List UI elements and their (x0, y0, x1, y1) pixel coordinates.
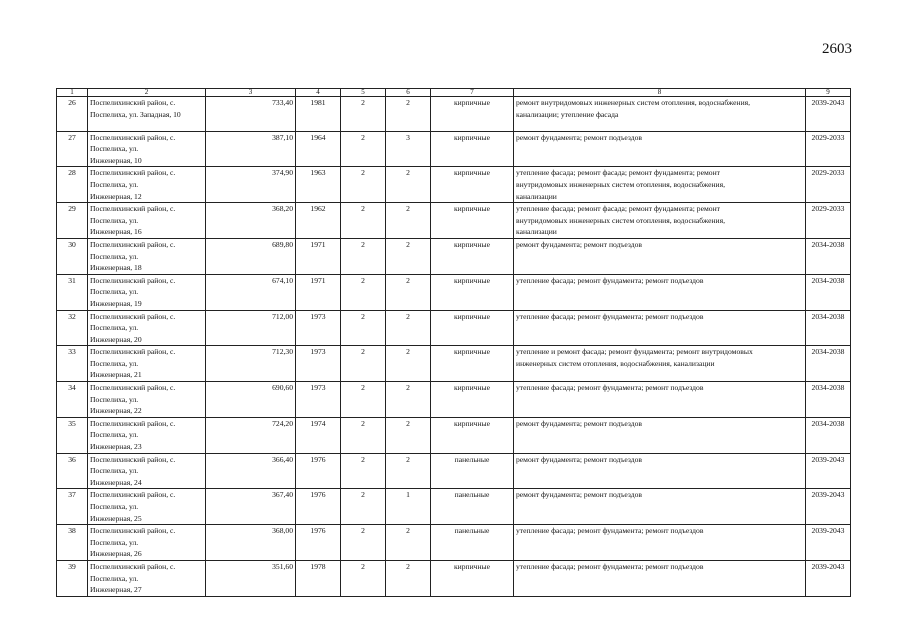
address-line: Инженерная, 18 (90, 263, 142, 273)
row-number-cell: 28 (57, 167, 88, 203)
year-built-cell: 1976 (296, 453, 341, 489)
wall-material-cell: кирпичные (431, 131, 514, 167)
area-cell: 368,20 (206, 203, 296, 239)
repair-period-cell: 2039-2043 (806, 453, 851, 489)
floors-cell: 2 (341, 310, 386, 346)
address-cell (88, 560, 206, 596)
floors-cell: 2 (341, 525, 386, 561)
wall-material-cell: кирпичные (431, 382, 514, 418)
address-line: Поспелихинский район, с. (90, 383, 176, 393)
entrances-cell: 1 (386, 489, 431, 525)
table-row (57, 489, 851, 525)
address-line: Поспелихинский район, с. (90, 418, 176, 428)
address-line: Поспелихинский район, с. (90, 275, 176, 285)
entrances-cell: 2 (386, 238, 431, 274)
address-cell (88, 489, 206, 525)
address-line: Поспелихинский район, с. (90, 239, 176, 249)
table-row (57, 346, 851, 382)
address-line: Поспелиха, ул. (90, 144, 139, 154)
repair-period-cell: 2034-2038 (806, 238, 851, 274)
wall-material-cell: кирпичные (431, 238, 514, 274)
table-row (57, 97, 851, 132)
repair-works-cell (514, 560, 806, 596)
address-cell (88, 167, 206, 203)
row-number-cell: 39 (57, 560, 88, 596)
repair-works-line: внутридомовых инженерных систем отопления, водоснабжения, (516, 215, 725, 225)
column-header: 7 (431, 89, 514, 97)
entrances-cell: 2 (386, 310, 431, 346)
area-cell: 712,30 (206, 346, 296, 382)
year-built-cell: 1974 (296, 417, 341, 453)
address-line: Поспелихинский район, с. (90, 561, 176, 571)
entrances-cell: 2 (386, 382, 431, 418)
repair-works-line: внутридомовых инженерных систем отопления, водоснабжения, (516, 179, 725, 189)
row-number-cell: 31 (57, 274, 88, 310)
address-cell (88, 203, 206, 239)
address-line: Инженерная, 25 (90, 513, 142, 523)
area-cell: 712,00 (206, 310, 296, 346)
address-line: Поспелихинский район, с. (90, 168, 176, 178)
repair-works-cell (514, 489, 806, 525)
wall-material-cell: кирпичные (431, 417, 514, 453)
address-line: Инженерная, 22 (90, 406, 142, 416)
row-number-cell: 35 (57, 417, 88, 453)
entrances-cell: 2 (386, 560, 431, 596)
repair-period-cell: 2029-2033 (806, 131, 851, 167)
address-line: Поспелиха, ул. (90, 430, 139, 440)
floors-cell: 2 (341, 167, 386, 203)
column-header: 2 (88, 89, 206, 97)
table-row (57, 525, 851, 561)
address-line: Поспелихинский район, с. (90, 347, 176, 357)
address-cell (88, 131, 206, 167)
address-line: Поспелихинский район, с. (90, 204, 176, 214)
address-line: Инженерная, 26 (90, 549, 142, 559)
wall-material-cell: кирпичные (431, 203, 514, 239)
repair-period-cell: 2034-2038 (806, 382, 851, 418)
repair-works-line: утепление и ремонт фасада; ремонт фундамента; ремонт внутридомовых (516, 347, 753, 357)
table-body (57, 97, 851, 597)
column-header: 3 (206, 89, 296, 97)
repair-period-cell: 2039-2043 (806, 560, 851, 596)
address-line: Поспелихинский район, с. (90, 98, 176, 107)
year-built-cell: 1973 (296, 310, 341, 346)
repair-works-line: ремонт фундамента; ремонт подъездов (516, 132, 642, 142)
table-row (57, 453, 851, 489)
address-cell (88, 97, 206, 132)
floors-cell: 2 (341, 274, 386, 310)
address-cell (88, 274, 206, 310)
address-line: Поспелиха, ул. (90, 215, 139, 225)
repair-works-line: ремонт внутридомовых инженерных систем отопления, водоснабжения, (516, 98, 751, 107)
repair-period-cell: 2034-2038 (806, 417, 851, 453)
address-line: Инженерная, 23 (90, 442, 142, 452)
floors-cell: 2 (341, 453, 386, 489)
row-number-cell: 29 (57, 203, 88, 239)
column-header: 9 (806, 89, 851, 97)
floors-cell: 2 (341, 382, 386, 418)
year-built-cell: 1976 (296, 525, 341, 561)
entrances-cell: 2 (386, 203, 431, 239)
address-line: Поспелиха, ул. (90, 502, 139, 511)
repair-works-cell (514, 97, 806, 132)
table-row (57, 238, 851, 274)
address-line: Инженерная, 20 (90, 334, 142, 344)
year-built-cell: 1981 (296, 97, 341, 132)
repair-works-cell (514, 382, 806, 418)
address-line: Инженерная, 10 (90, 155, 142, 165)
wall-material-cell: кирпичные (431, 274, 514, 310)
row-number-cell: 26 (57, 97, 88, 132)
column-header: 4 (296, 89, 341, 97)
table-row (57, 131, 851, 167)
repair-works-cell (514, 417, 806, 453)
repair-works-line: утепление фасада; ремонт фундамента; ремонт подъездов (516, 311, 704, 321)
column-header: 6 (386, 89, 431, 97)
entrances-cell: 2 (386, 453, 431, 489)
address-cell (88, 346, 206, 382)
address-line: Поспелихинский район, с. (90, 526, 176, 536)
address-cell (88, 525, 206, 561)
floors-cell: 2 (341, 238, 386, 274)
repair-works-cell (514, 453, 806, 489)
repair-period-cell: 2029-2033 (806, 167, 851, 203)
repair-period-cell: 2029-2033 (806, 203, 851, 239)
repair-works-line: утепление фасада; ремонт фасада; ремонт фундамента; ремонт (516, 204, 720, 214)
year-built-cell: 1962 (296, 203, 341, 239)
floors-cell: 2 (341, 417, 386, 453)
table-row (57, 274, 851, 310)
wall-material-cell: кирпичные (431, 167, 514, 203)
repair-works-cell (514, 346, 806, 382)
address-line: Поспелихинский район, с. (90, 490, 176, 500)
wall-material-cell: кирпичные (431, 560, 514, 596)
row-number-cell: 30 (57, 238, 88, 274)
repair-works-cell (514, 131, 806, 167)
address-line: Поспелихинский район, с. (90, 311, 176, 321)
address-line: Поспелиха, ул. (90, 573, 139, 583)
area-cell: 733,40 (206, 97, 296, 132)
address-cell (88, 238, 206, 274)
address-line: Поспелиха, ул. Западная, 10 (90, 109, 181, 119)
wall-material-cell: панельные (431, 525, 514, 561)
repair-period-cell: 2039-2043 (806, 525, 851, 561)
area-cell: 374,90 (206, 167, 296, 203)
table-row (57, 417, 851, 453)
table-row (57, 382, 851, 418)
table-row (57, 310, 851, 346)
address-line: Поспелиха, ул. (90, 358, 139, 368)
year-built-cell: 1971 (296, 274, 341, 310)
repair-works-line: канализации (516, 191, 557, 201)
area-cell: 724,20 (206, 417, 296, 453)
repair-period-cell: 2034-2038 (806, 346, 851, 382)
wall-material-cell: кирпичные (431, 97, 514, 132)
repair-period-cell: 2034-2038 (806, 310, 851, 346)
row-number-cell: 37 (57, 489, 88, 525)
floors-cell: 2 (341, 97, 386, 132)
table-row (57, 167, 851, 203)
entrances-cell: 2 (386, 97, 431, 132)
wall-material-cell: панельные (431, 489, 514, 525)
entrances-cell: 3 (386, 131, 431, 167)
year-built-cell: 1978 (296, 560, 341, 596)
floors-cell: 2 (341, 560, 386, 596)
address-line: Поспелихинский район, с. (90, 132, 176, 142)
repair-works-line: утепление фасада; ремонт фасада; ремонт фундамента; ремонт (516, 168, 720, 178)
row-number-cell: 34 (57, 382, 88, 418)
entrances-cell: 2 (386, 346, 431, 382)
repair-works-cell (514, 167, 806, 203)
year-built-cell: 1973 (296, 382, 341, 418)
address-line: Поспелиха, ул. (90, 287, 139, 297)
repair-works-line: ремонт фундамента; ремонт подъездов (516, 239, 642, 249)
floors-cell: 2 (341, 131, 386, 167)
repair-works-line: канализации; утепление фасада (516, 109, 619, 119)
address-line: Поспелиха, ул. (90, 323, 139, 333)
row-number-cell: 36 (57, 453, 88, 489)
repair-works-cell (514, 238, 806, 274)
area-cell: 690,60 (206, 382, 296, 418)
repair-works-cell (514, 525, 806, 561)
address-line: Инженерная, 24 (90, 477, 142, 487)
address-line: Поспелиха, ул. (90, 179, 139, 189)
row-number-cell: 33 (57, 346, 88, 382)
repair-works-line: утепление фасада; ремонт фундамента; ремонт подъездов (516, 383, 704, 393)
address-line: Инженерная, 12 (90, 191, 142, 201)
repair-works-line: инженерных систем отопления, водоснабжения, канализации (516, 358, 715, 368)
wall-material-cell: панельные (431, 453, 514, 489)
address-line: Поспелиха, ул. (90, 537, 139, 547)
repair-works-line: канализации (516, 227, 557, 237)
repair-works-cell (514, 203, 806, 239)
address-cell (88, 453, 206, 489)
repair-works-line: ремонт фундамента; ремонт подъездов (516, 418, 642, 428)
row-number-cell: 38 (57, 525, 88, 561)
repair-works-line: ремонт фундамента; ремонт подъездов (516, 490, 642, 500)
address-line: Поспелиха, ул. (90, 466, 139, 476)
table-row (57, 203, 851, 239)
year-built-cell: 1976 (296, 489, 341, 525)
housing-registry-table (56, 88, 851, 597)
repair-works-cell (514, 274, 806, 310)
row-number-cell: 27 (57, 131, 88, 167)
address-line: Инженерная, 27 (90, 585, 142, 595)
area-cell: 366,40 (206, 453, 296, 489)
entrances-cell: 2 (386, 417, 431, 453)
year-built-cell: 1971 (296, 238, 341, 274)
column-header: 1 (57, 89, 88, 97)
entrances-cell: 2 (386, 274, 431, 310)
repair-period-cell: 2039-2043 (806, 97, 851, 132)
entrances-cell: 2 (386, 525, 431, 561)
area-cell: 351,60 (206, 560, 296, 596)
address-line: Инженерная, 21 (90, 370, 142, 380)
repair-works-line: утепление фасада; ремонт фундамента; ремонт подъездов (516, 561, 704, 571)
wall-material-cell: кирпичные (431, 310, 514, 346)
year-built-cell: 1973 (296, 346, 341, 382)
address-cell (88, 417, 206, 453)
column-number-row (57, 89, 851, 97)
page-number: 2603 (822, 41, 852, 57)
column-header: 8 (514, 89, 806, 97)
column-header: 5 (341, 89, 386, 97)
address-line: Поспелиха, ул. (90, 251, 139, 261)
area-cell: 367,40 (206, 489, 296, 525)
area-cell: 674,10 (206, 274, 296, 310)
repair-period-cell: 2039-2043 (806, 489, 851, 525)
year-built-cell: 1964 (296, 131, 341, 167)
address-line: Инженерная, 16 (90, 227, 142, 237)
address-line: Поспелихинский район, с. (90, 454, 176, 464)
repair-period-cell: 2034-2038 (806, 274, 851, 310)
repair-works-line: утепление фасада; ремонт фундамента; ремонт подъездов (516, 275, 704, 285)
address-line: Инженерная, 19 (90, 298, 142, 308)
repair-works-line: утепление фасада; ремонт фундамента; ремонт подъездов (516, 526, 704, 536)
entrances-cell: 2 (386, 167, 431, 203)
year-built-cell: 1963 (296, 167, 341, 203)
table-row (57, 560, 851, 596)
wall-material-cell: кирпичные (431, 346, 514, 382)
area-cell: 368,00 (206, 525, 296, 561)
area-cell: 387,10 (206, 131, 296, 167)
area-cell: 689,80 (206, 238, 296, 274)
address-cell (88, 382, 206, 418)
repair-works-line: ремонт фундамента; ремонт подъездов (516, 454, 642, 464)
floors-cell: 2 (341, 346, 386, 382)
floors-cell: 2 (341, 489, 386, 525)
floors-cell: 2 (341, 203, 386, 239)
address-line: Поспелиха, ул. (90, 394, 139, 404)
row-number-cell: 32 (57, 310, 88, 346)
address-cell (88, 310, 206, 346)
repair-works-cell (514, 310, 806, 346)
